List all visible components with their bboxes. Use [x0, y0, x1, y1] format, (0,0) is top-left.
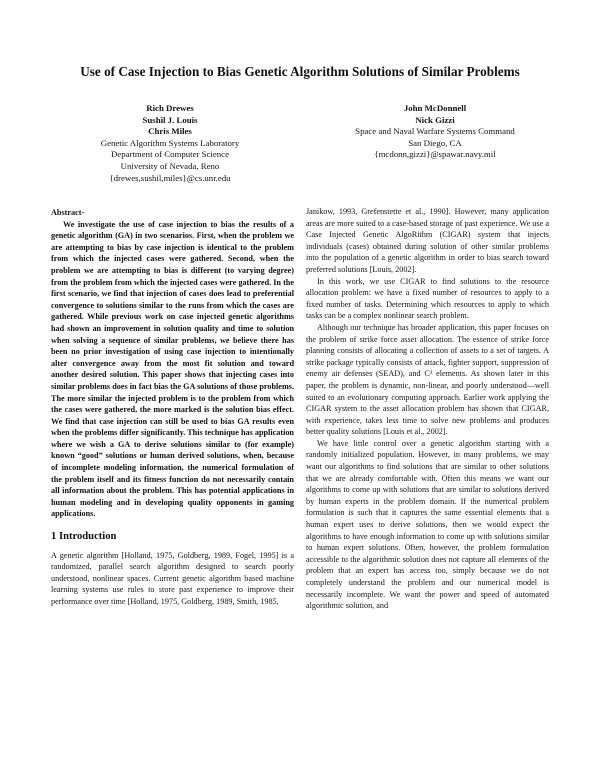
left-column	[51, 207, 294, 608]
author-name: John McDonnell	[403, 103, 467, 113]
body-paragraph: In this work, we use CIGAR to find solutions to the resource allocation problem: we have a fixed number of resources to apply to a fixed number of tasks. Determining which resources to apply to which tasks can be a complex nonlinear search problem.	[306, 276, 549, 321]
affiliation-line: Department of Computer Science	[111, 149, 229, 160]
right-column	[306, 206, 549, 612]
author-email: {mcdonn,gizzi}@spawar.navy.mil	[374, 149, 496, 160]
author-email: {drewes,sushil,miles}@cs.unr.edu	[109, 172, 231, 183]
authors-right-block	[320, 103, 550, 161]
abstract-text: We investigate the use of case injection to bias the results of a genetic algorithm (GA) in two scenarios. First, when the problem we are attempting to bias by case injection is identical to the problem from which the injected cases were gathered. Second, when the problem we are attempting to bias is different (to varying degree) from the problem from which the injected cases were gathered. In the first scenario, we find that injection of cases does lead to preferential convergence to solutions similar to the runs from which the cases are gathered. While previous work on case injected genetic algorithms had shown an improvement in solution quality and time to solution when solving a sequence of similar problems, we believe there has been no prior investigation of using case injection to intentionally alter convergence away from the most fit solution and toward another desired solution. This paper shows that injecting cases into similar problems does in fact bias the GA solutions of those problems. The more similar the injected problem is to the problem from which the cases were gathered, the more marked is the solution bias effect. We find that case injection can still be used to bias GA results even when the problems differ significantly. This technique has application where we wish a GA to derive solutions similar to (for example) known “good” solutions or human derived solutions, when, because of incomplete modeling information, the numerical formulation of the problem itself and its fitness function do not necessarily contain all information about the problem. This has potential applications in human modeling and in developing quality opponents in gaming applications.	[51, 219, 294, 519]
abstract-heading: Abstract-	[51, 208, 85, 217]
affiliation-line: Genetic Algorithm Systems Laboratory	[100, 137, 240, 148]
author-name: Chris Miles	[148, 126, 192, 137]
author-name: Nick Gizzi	[415, 114, 455, 125]
affiliation-line: University of Nevada, Reno	[120, 160, 220, 171]
paper-title: Use of Case Injection to Bias Genetic Algorithm Solutions of Similar Problems	[80, 64, 520, 79]
affiliation-line: Space and Naval Warfare Systems Command	[355, 126, 515, 137]
affiliation-line: San Diego, CA	[408, 137, 462, 148]
section-heading-introduction: 1 Introduction	[51, 531, 117, 543]
body-paragraph: Although our technique has broader application, this paper focuses on the problem of strike force asset allocation. The essence of strike force planning consists of allocating a collection of assets to a set of targets. A strike package typically consists of attack, fighter support, suppression of enemy air defenses (SEAD), and C² elements. As shown later in this paper, the problem is dynamic, non-linear, and poorly understood—well suited to an evolutionary computing approach. Earlier work applying the CIGAR system to the asset allocation problem has shown that CIGAR, with experience, takes less time to solve new problems and produces better quality solutions [Louis et al., 2002].	[306, 322, 549, 437]
author-name: Rich Drewes	[146, 103, 194, 113]
authors-left-block	[60, 103, 280, 184]
author-name: Sushil J. Louis	[142, 114, 198, 125]
intro-paragraph: A genetic algorithm [Holland, 1975, Goldberg, 1989, Fogel, 1995] is a randomized, parallel search algorithm designed to search poorly understood, nonlinear spaces. Current genetic algorithm based machine learning systems use rules to store past experience to improve their performance over time [Holland, 1975, Goldberg, 1989, Smith, 1985,	[51, 550, 294, 606]
body-paragraph: We have little control over a genetic algorithm starting with a randomly initialized population. However, in many problems, we may want our algorithms to find solutions that are similar to other solutions that we are already comfortable with. Often this means we want our algorithms to come up with solutions that are similar to solutions derived by human experts in the problem domain. If the numerical problem formulation is such that it captures the same essential elements that a human expert uses to derive solutions, then we would expect the algorithms to have enough information to come up with solutions similar to human expert solutions. Often, however, the problem formulation accessible to the algorithmic solution does not capture all elements of the problem that an expert has access too, simply because we do not completely understand the problem and our numerical model is necessarily incomplete. We want the power and speed of automated algorithmic solution, and	[306, 438, 549, 611]
body-paragraph: Janikow, 1993, Grefenstette et al., 1990]. However, many application areas are more suited to a case-based storage of past experience. We use a Case Injected Genetic AlgoRithm (CIGAR) system that injects individuals (cases) obtained during solution of other similar problems into the population of a genetic algorithm in order to bias search toward preferred solutions [Louis, 2002].	[306, 207, 549, 274]
